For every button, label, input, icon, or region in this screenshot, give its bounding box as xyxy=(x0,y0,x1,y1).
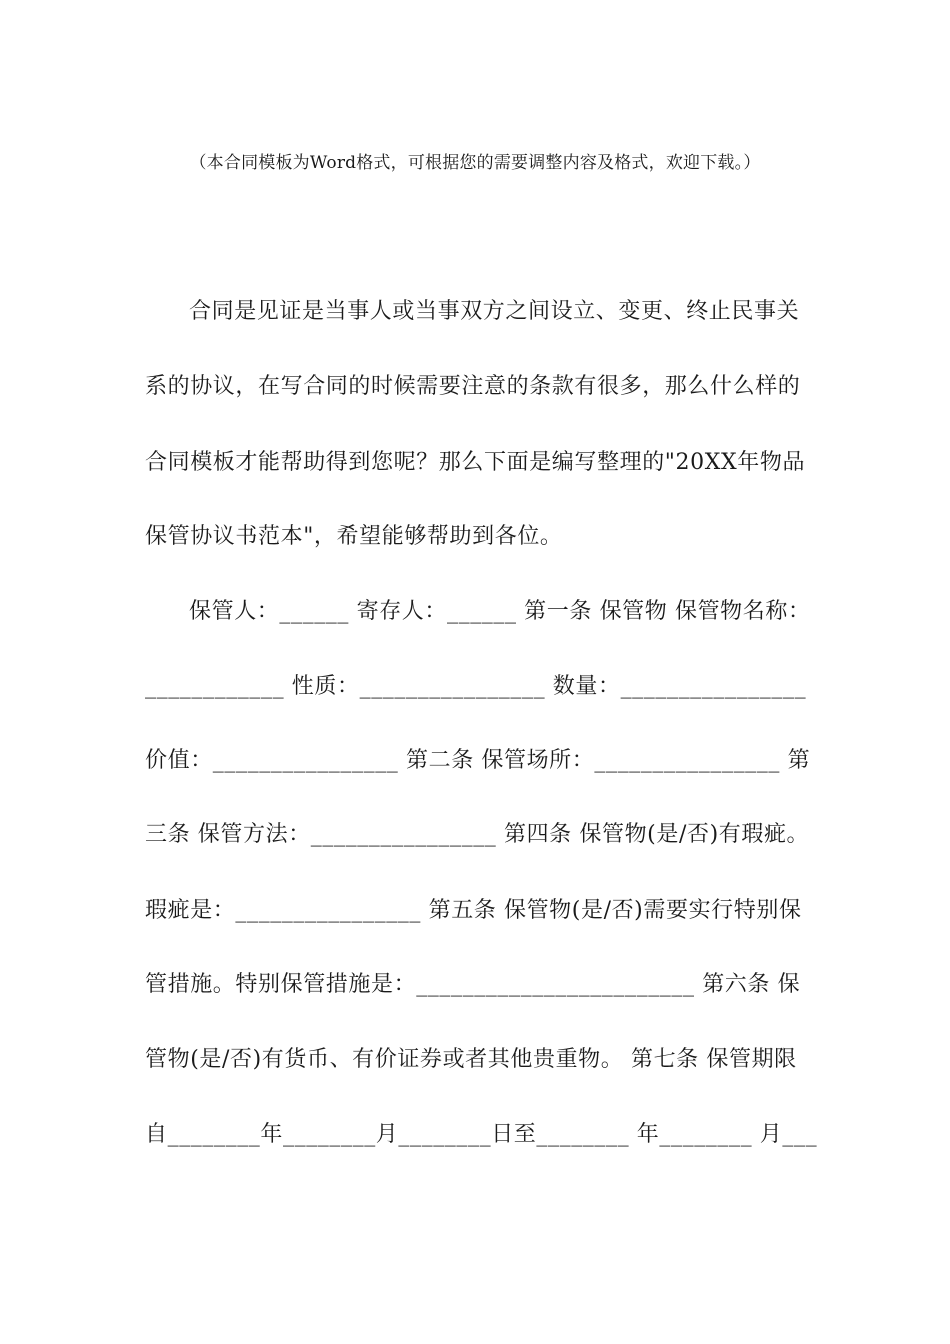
intro-line-4: 保管协议书范本"，希望能够帮助到各位。 xyxy=(145,524,563,549)
intro-line-2: 系的协议，在写合同的时候需要注意的条款有很多，那么什么样的 xyxy=(145,374,801,399)
body-line-8: 自________年________月________日至________ 年________ 月___ xyxy=(145,1122,818,1147)
body-line-4: 三条 保管方法：________________ 第四条 保管物(是/否)有瑕疵。 xyxy=(145,822,810,847)
body-line-2: ____________ 性质：________________ 数量：________________ xyxy=(145,674,807,699)
intro-line-1: 合同是见证是当事人或当事双方之间设立、变更、终止民事关 xyxy=(189,299,800,324)
body-line-5: 瑕疵是：________________ 第五条 保管物(是/否)需要实行特别保 xyxy=(145,898,802,923)
body-line-1: 保管人：______ 寄存人：______ 第一条 保管物 保管物名称： xyxy=(189,599,811,624)
body-line-3: 价值：________________ 第二条 保管场所：________________ 第 xyxy=(145,748,811,773)
body-line-7: 管物(是/否)有货币、有价证券或者其他贵重物。 第七条 保管期限 xyxy=(145,1047,797,1072)
intro-line-3: 合同模板才能帮助得到您呢？那么下面是编写整理的"20XX年物品 xyxy=(145,450,806,475)
body-line-6: 管措施。特别保管措施是：________________________ 第六条 保 xyxy=(145,972,801,997)
template-note: （本合同模板为Word格式，可根据您的需要调整内容及格式，欢迎下载。） xyxy=(189,153,761,173)
